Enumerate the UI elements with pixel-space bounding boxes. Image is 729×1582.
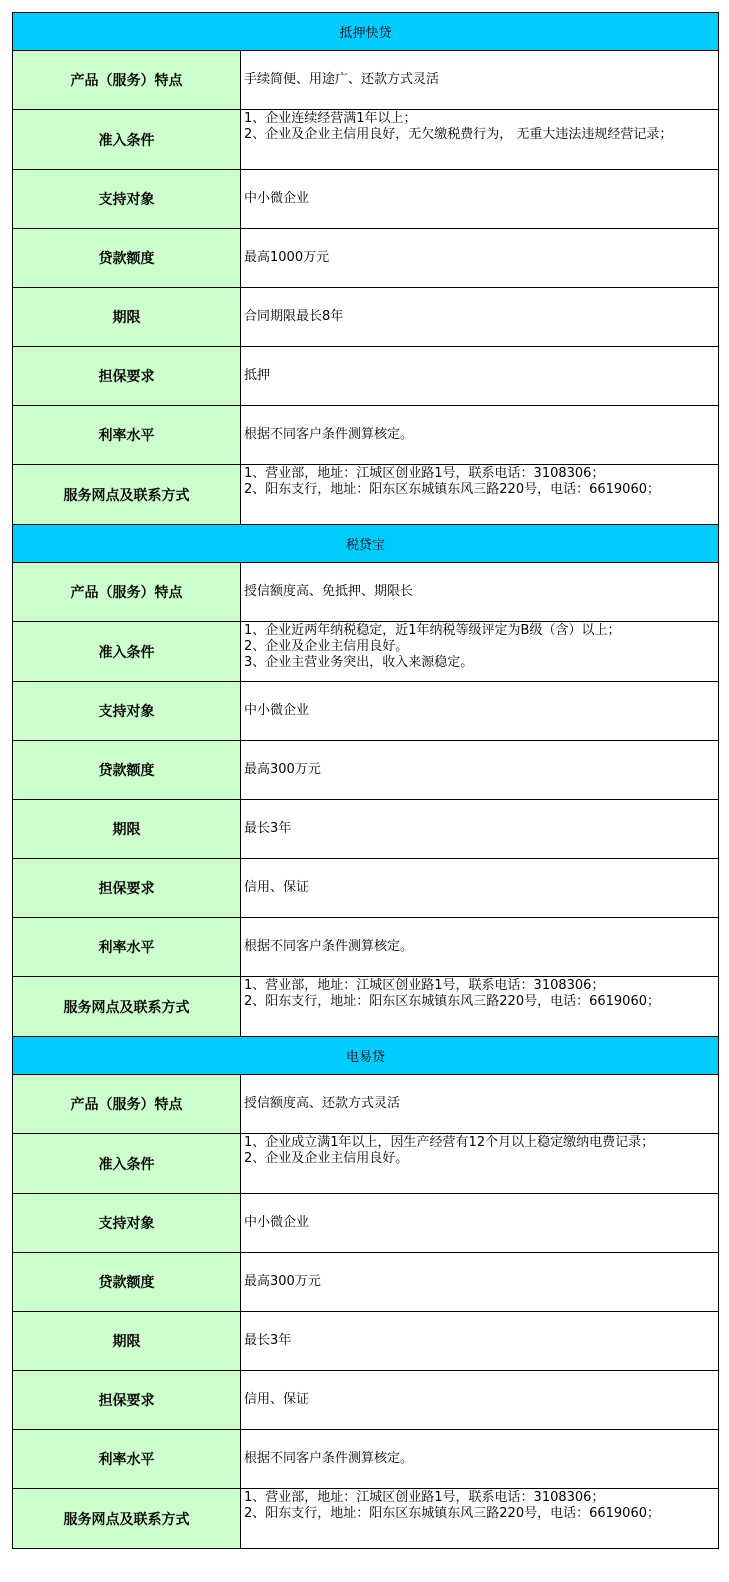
row-label: 贷款额度 bbox=[13, 1253, 241, 1312]
table-row bbox=[13, 563, 719, 622]
value-line: 中小微企业 bbox=[244, 1215, 310, 1230]
row-value bbox=[241, 1489, 719, 1549]
value-line: 中小微企业 bbox=[244, 703, 310, 718]
value-line: 2、企业及企业主信用良好。 bbox=[244, 1151, 409, 1166]
row-label: 产品（服务）特点 bbox=[13, 51, 241, 110]
table-row bbox=[13, 229, 719, 288]
row-label: 准入条件 bbox=[13, 1134, 241, 1194]
row-label: 贷款额度 bbox=[13, 229, 241, 288]
row-label: 服务网点及联系方式 bbox=[13, 1489, 241, 1549]
section-header-row bbox=[13, 1037, 719, 1075]
table-row bbox=[13, 1194, 719, 1253]
value-line: 授信额度高、免抵押、期限长 bbox=[244, 584, 414, 599]
value-line: 最长3年 bbox=[244, 1333, 292, 1348]
row-value bbox=[241, 1194, 719, 1253]
row-value bbox=[241, 682, 719, 741]
row-value bbox=[241, 800, 719, 859]
value-line: 3、企业主营业务突出，收入来源稳定。 bbox=[244, 655, 474, 670]
row-value bbox=[241, 170, 719, 229]
loan-products-table bbox=[12, 12, 719, 1549]
table-row bbox=[13, 1489, 719, 1549]
row-value bbox=[241, 1371, 719, 1430]
value-line: 授信额度高、还款方式灵活 bbox=[244, 1096, 401, 1111]
row-label: 利率水平 bbox=[13, 1430, 241, 1489]
row-value bbox=[241, 347, 719, 406]
value-line: 根据不同客户条件测算核定。 bbox=[244, 939, 414, 954]
row-label: 贷款额度 bbox=[13, 741, 241, 800]
row-value bbox=[241, 1430, 719, 1489]
table-row bbox=[13, 800, 719, 859]
value-line: 信用、保证 bbox=[244, 1392, 310, 1407]
row-value bbox=[241, 465, 719, 525]
row-label: 期限 bbox=[13, 800, 241, 859]
row-value bbox=[241, 51, 719, 110]
value-line: 中小微企业 bbox=[244, 191, 310, 206]
row-value bbox=[241, 110, 719, 170]
table-row bbox=[13, 741, 719, 800]
value-line: 手续简便、用途广、还款方式灵活 bbox=[244, 72, 440, 87]
value-line: 根据不同客户条件测算核定。 bbox=[244, 1451, 414, 1466]
value-line: 1、企业成立满1年以上，因生产经营有12个月以上稳定缴纳电费记录； bbox=[244, 1135, 655, 1150]
table-row bbox=[13, 110, 719, 170]
row-label: 产品（服务）特点 bbox=[13, 563, 241, 622]
value-line: 2、企业及企业主信用良好。 bbox=[244, 639, 409, 654]
row-label: 担保要求 bbox=[13, 859, 241, 918]
row-value bbox=[241, 288, 719, 347]
row-label: 准入条件 bbox=[13, 622, 241, 682]
row-value bbox=[241, 406, 719, 465]
value-line: 2、阳东支行，地址：阳东区东城镇东风三路220号，电话：6619060； bbox=[244, 1506, 660, 1521]
section-title: 税贷宝 bbox=[13, 525, 719, 563]
table-row bbox=[13, 859, 719, 918]
value-line: 1、企业连续经营满1年以上； bbox=[244, 111, 417, 126]
table-row bbox=[13, 1253, 719, 1312]
table-row bbox=[13, 347, 719, 406]
table-row bbox=[13, 465, 719, 525]
row-label: 担保要求 bbox=[13, 1371, 241, 1430]
row-label: 利率水平 bbox=[13, 406, 241, 465]
table-row bbox=[13, 622, 719, 682]
value-line: 1、营业部，地址：江城区创业路1号，联系电话：3108306； bbox=[244, 978, 605, 993]
row-value bbox=[241, 859, 719, 918]
value-line: 2、阳东支行，地址：阳东区东城镇东风三路220号，电话：6619060； bbox=[244, 482, 660, 497]
section-header-row bbox=[13, 13, 719, 51]
value-line: 信用、保证 bbox=[244, 880, 310, 895]
table-row bbox=[13, 288, 719, 347]
row-value bbox=[241, 622, 719, 682]
table-row bbox=[13, 977, 719, 1037]
row-value bbox=[241, 741, 719, 800]
table-row bbox=[13, 1430, 719, 1489]
row-label: 产品（服务）特点 bbox=[13, 1075, 241, 1134]
row-label: 支持对象 bbox=[13, 682, 241, 741]
row-label: 准入条件 bbox=[13, 110, 241, 170]
table-row bbox=[13, 1075, 719, 1134]
section-title: 抵押快贷 bbox=[13, 13, 719, 51]
value-line: 最高300万元 bbox=[244, 1274, 321, 1289]
row-label: 服务网点及联系方式 bbox=[13, 465, 241, 525]
value-line: 2、阳东支行，地址：阳东区东城镇东风三路220号，电话：6619060； bbox=[244, 994, 660, 1009]
row-label: 期限 bbox=[13, 288, 241, 347]
row-value bbox=[241, 563, 719, 622]
section-title: 电易贷 bbox=[13, 1037, 719, 1075]
row-value bbox=[241, 1134, 719, 1194]
table-row bbox=[13, 1312, 719, 1371]
row-label: 期限 bbox=[13, 1312, 241, 1371]
value-line: 最长3年 bbox=[244, 821, 292, 836]
row-value bbox=[241, 1253, 719, 1312]
table-body bbox=[13, 13, 719, 1549]
value-line: 根据不同客户条件测算核定。 bbox=[244, 427, 414, 442]
table-row bbox=[13, 170, 719, 229]
table-row bbox=[13, 406, 719, 465]
row-label: 担保要求 bbox=[13, 347, 241, 406]
value-line: 1、营业部，地址：江城区创业路1号，联系电话：3108306； bbox=[244, 1490, 605, 1505]
value-line: 最高1000万元 bbox=[244, 250, 330, 265]
row-value bbox=[241, 1075, 719, 1134]
value-line: 1、企业近两年纳税稳定，近1年纳税等级评定为B级（含）以上； bbox=[244, 623, 621, 638]
row-label: 利率水平 bbox=[13, 918, 241, 977]
row-label: 支持对象 bbox=[13, 170, 241, 229]
value-line: 合同期限最长8年 bbox=[244, 309, 344, 324]
loan-products-document bbox=[12, 12, 718, 1549]
table-row bbox=[13, 51, 719, 110]
value-line: 1、营业部，地址：江城区创业路1号，联系电话：3108306； bbox=[244, 466, 605, 481]
row-value bbox=[241, 918, 719, 977]
row-value bbox=[241, 977, 719, 1037]
table-row bbox=[13, 1371, 719, 1430]
row-value bbox=[241, 229, 719, 288]
value-line: 2、企业及企业主信用良好，无欠缴税费行为， 无重大违法违规经营记录； bbox=[244, 127, 673, 142]
table-row bbox=[13, 682, 719, 741]
table-row bbox=[13, 918, 719, 977]
value-line: 最高300万元 bbox=[244, 762, 321, 777]
section-header-row bbox=[13, 525, 719, 563]
row-label: 服务网点及联系方式 bbox=[13, 977, 241, 1037]
row-value bbox=[241, 1312, 719, 1371]
row-label: 支持对象 bbox=[13, 1194, 241, 1253]
value-line: 抵押 bbox=[244, 368, 271, 383]
table-row bbox=[13, 1134, 719, 1194]
